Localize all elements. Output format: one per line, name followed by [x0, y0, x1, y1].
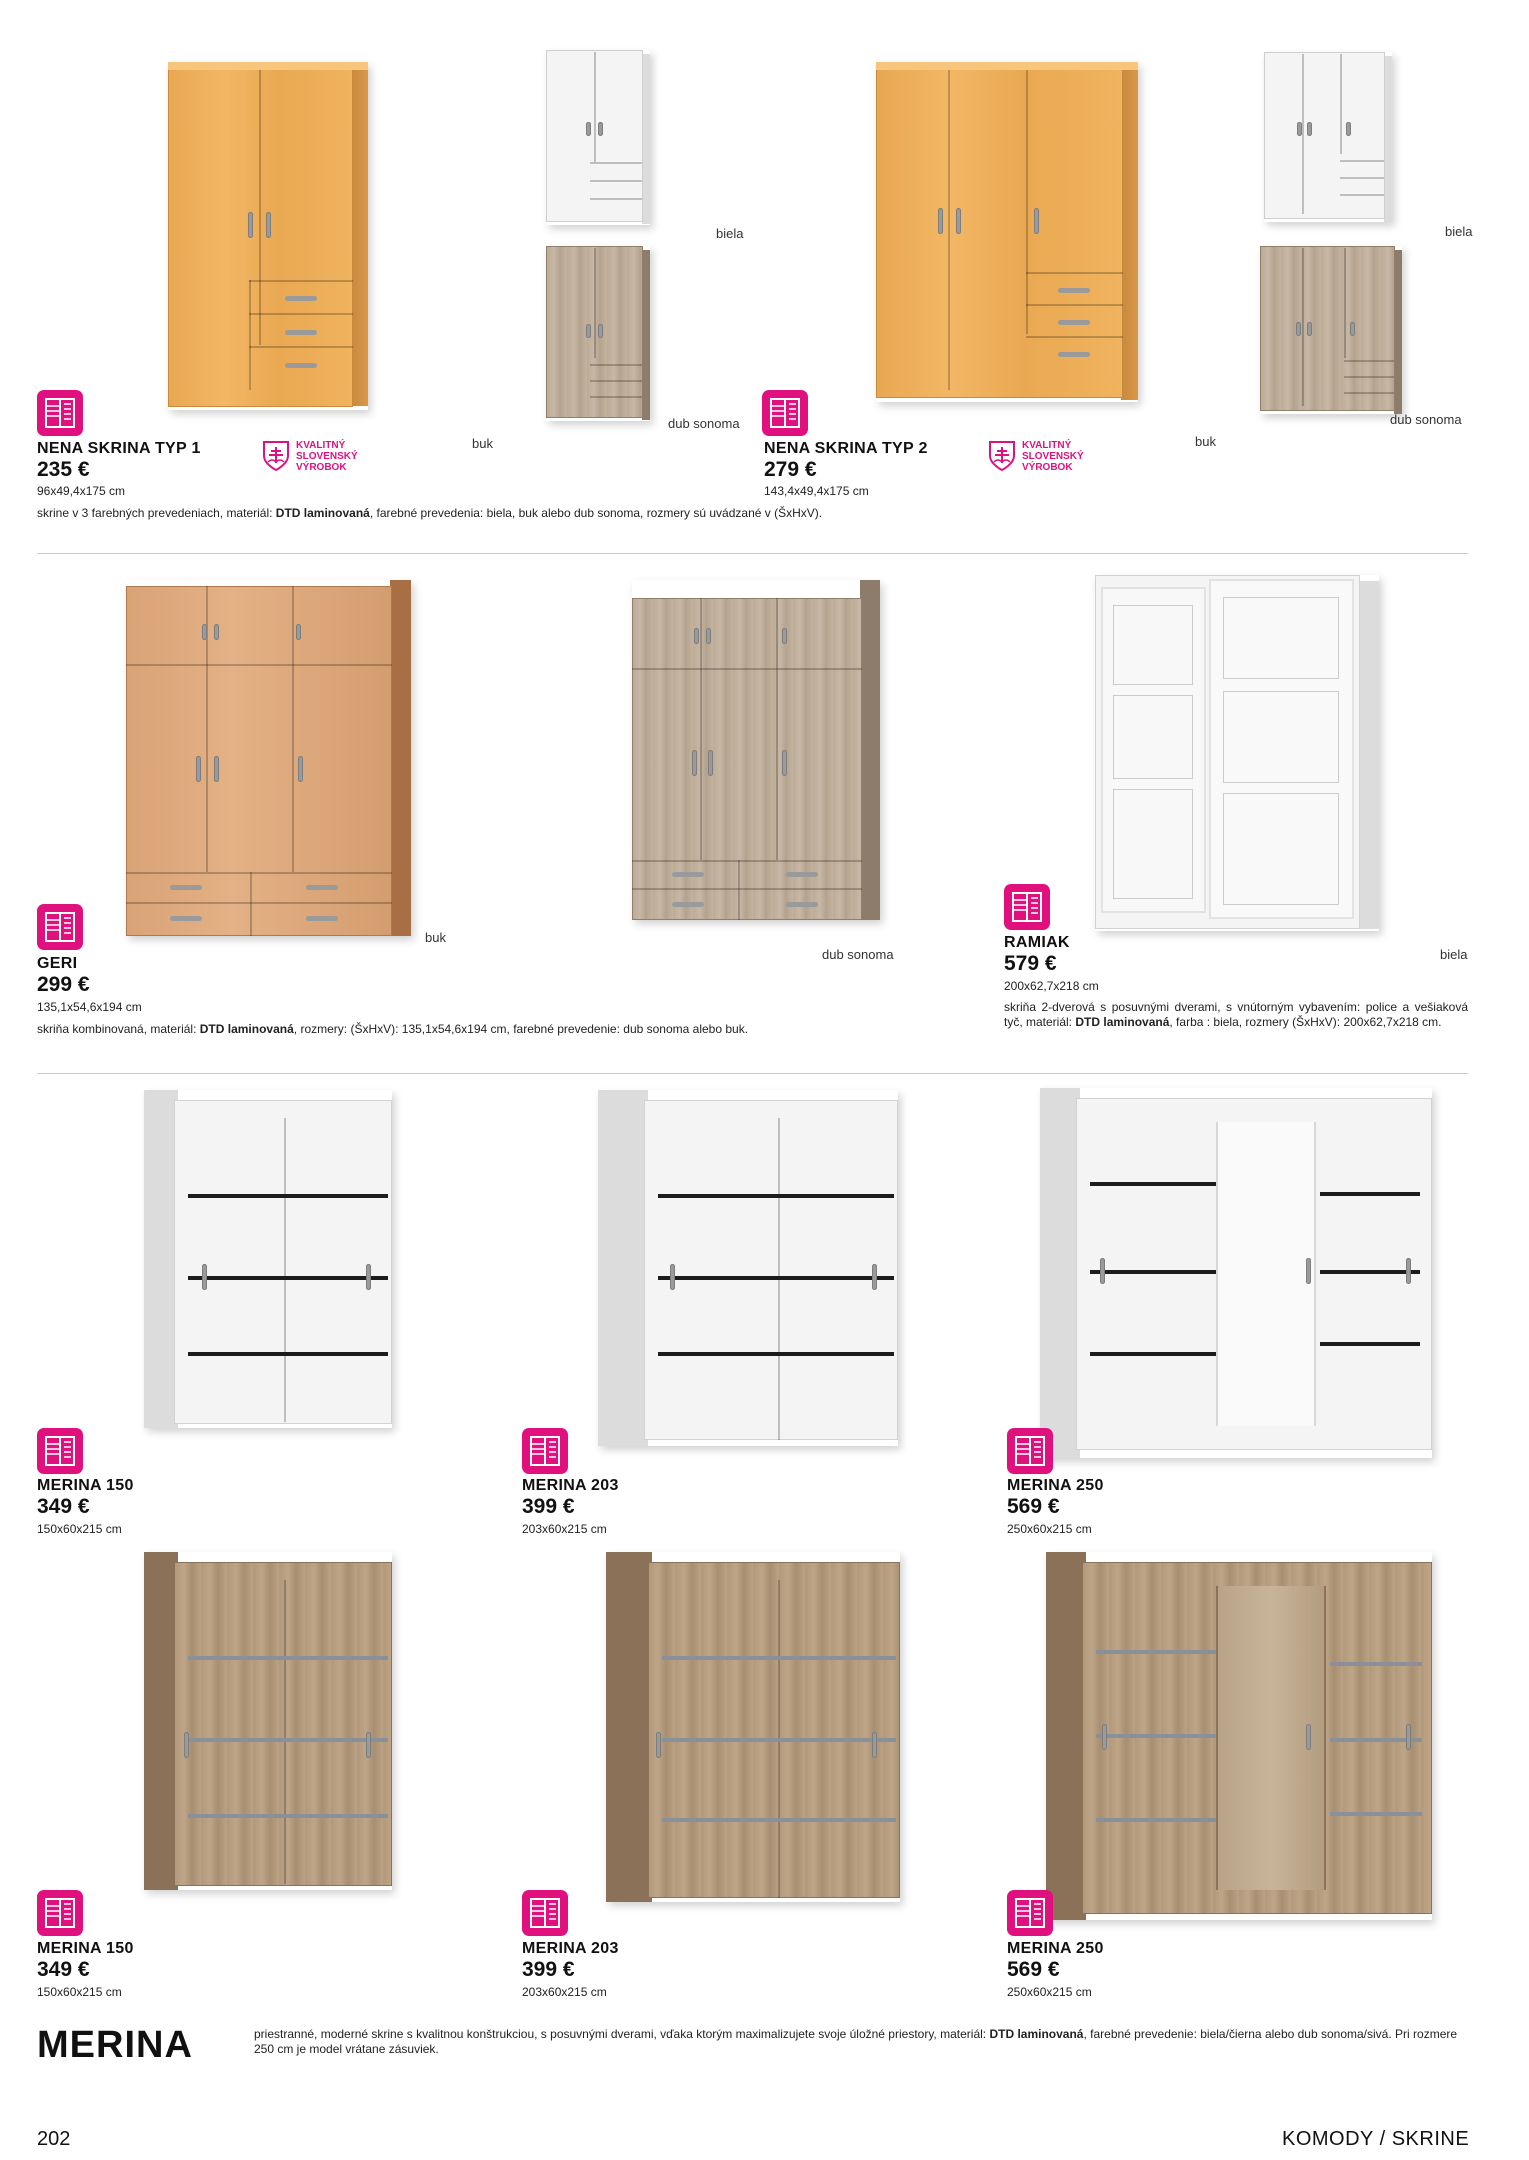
merina-250-white-image [1040, 1088, 1432, 1458]
product-name: MERINA 150 [37, 1940, 134, 1957]
quality-badge [988, 436, 1108, 476]
desc-text: , farba : biela, rozmery (ŠxHxV): 200x62,7x218 cm. [1169, 1015, 1442, 1029]
nena-typ2-sonoma-image [1260, 246, 1402, 414]
product-price: 299 € [37, 973, 90, 996]
product-price: 235 € [37, 458, 90, 481]
slovak-quality-shield-icon [988, 440, 1016, 472]
color-label-buk: buk [472, 436, 493, 451]
slovak-quality-shield-icon [262, 440, 290, 472]
product-name: NENA SKRINA TYP 2 [764, 440, 928, 457]
wardrobe-icon [1004, 884, 1050, 930]
section1-description [37, 506, 1457, 521]
product-dimensions: 203x60x215 cm [522, 1522, 607, 1536]
product-name: MERINA 203 [522, 1940, 619, 1957]
quality-badge [262, 436, 382, 476]
wardrobe-icon [1007, 1428, 1053, 1474]
product-dimensions: 96x49,4x175 cm [37, 484, 126, 498]
product-price: 569 € [1007, 1495, 1060, 1518]
product-dimensions: 150x60x215 cm [37, 1522, 122, 1536]
desc-text: , farebné prevedenia: biela, buk alebo dub sonoma, rozmery sú uvádzané v (ŠxHxV). [369, 506, 823, 520]
wardrobe-icon [522, 1428, 568, 1474]
color-label-buk: buk [425, 930, 446, 945]
wardrobe-icon [762, 390, 808, 436]
product-price: 399 € [522, 1495, 575, 1518]
product-name: NENA SKRINA TYP 1 [37, 440, 201, 457]
product-price: 399 € [522, 1958, 575, 1981]
product-price: 279 € [764, 458, 817, 481]
product-name: MERINA 250 [1007, 1477, 1104, 1494]
desc-material: DTD laminovaná [989, 2027, 1084, 2041]
product-dimensions: 203x60x215 cm [522, 1985, 607, 1999]
color-label-biela: biela [716, 226, 744, 241]
badge-line-1: KVALITNÝ [296, 440, 346, 451]
badge-line-2: SLOVENSKÝ [1022, 451, 1084, 462]
merina-heading: MERINA [37, 2024, 193, 2066]
section-divider [37, 1073, 1468, 1074]
badge-line-3: VÝROBOK [1022, 462, 1073, 473]
wardrobe-icon [37, 1890, 83, 1936]
nena-typ2-buk-image [876, 62, 1138, 402]
product-dimensions: 150x60x215 cm [37, 1985, 122, 1999]
color-label-dub-sonoma: dub sonoma [668, 416, 740, 431]
nena-typ2-biela-image [1264, 52, 1392, 222]
merina-150-white-image [144, 1090, 392, 1428]
color-label-dub-sonoma: dub sonoma [822, 947, 894, 962]
merina-203-oak-image [606, 1552, 900, 1902]
product-price: 349 € [37, 1495, 90, 1518]
wardrobe-icon [37, 904, 83, 950]
merina-250-oak-image [1046, 1552, 1432, 1920]
wardrobe-icon [37, 390, 83, 436]
product-price: 569 € [1007, 1958, 1060, 1981]
product-name: MERINA 150 [37, 1477, 134, 1494]
nena-typ1-buk-image [168, 62, 368, 410]
nena-typ1-sonoma-image [546, 246, 650, 421]
desc-text: skriňa 2-dverová s posuvnými dverami, s vnútorným vybavením: police a vešiaková tyč, materiál: [1004, 1000, 1468, 1029]
merina-description [254, 2027, 1468, 2057]
ramiak-biela-image [1095, 575, 1379, 931]
desc-material: DTD laminovaná [1075, 1015, 1170, 1029]
product-name: MERINA 203 [522, 1477, 619, 1494]
geri-sonoma-image [632, 580, 880, 920]
product-dimensions: 250x60x215 cm [1007, 1985, 1092, 1999]
color-label-biela: biela [1440, 947, 1468, 962]
section-divider [37, 553, 1468, 554]
geri-description [37, 1022, 937, 1037]
desc-text: , rozmery: (ŠxHxV): 135,1x54,6x194 cm, farebné prevedenie: dub sonoma alebo buk. [293, 1022, 749, 1036]
wardrobe-icon [522, 1890, 568, 1936]
desc-material: DTD laminovaná [275, 506, 370, 520]
product-price: 349 € [37, 1958, 90, 1981]
product-name: RAMIAK [1004, 934, 1070, 951]
product-dimensions: 143,4x49,4x175 cm [764, 484, 869, 498]
wardrobe-icon [1007, 1890, 1053, 1936]
color-label-buk: buk [1195, 434, 1216, 449]
ramiak-description [1004, 1000, 1468, 1030]
color-label-biela: biela [1445, 224, 1473, 239]
desc-text: skrine v 3 farebných prevedeniach, materiál: [37, 506, 276, 520]
badge-line-3: VÝROBOK [296, 462, 347, 473]
color-label-dub-sonoma: dub sonoma [1390, 412, 1462, 427]
product-dimensions: 200x62,7x218 cm [1004, 979, 1099, 993]
desc-material: DTD laminovaná [199, 1022, 294, 1036]
desc-text: priestranné, moderné skrine s kvalitnou konštrukciou, s posuvnými dverami, vďaka ktorým maximalizujete svoje úložné priestory, materiál: [254, 2027, 990, 2041]
badge-line-1: KVALITNÝ [1022, 440, 1072, 451]
desc-text: , farebné prevedenie: biela/čierna alebo dub sonoma/sivá. Pri rozmere 250 cm je model vrátane zásuviek. [254, 2027, 1458, 2056]
page-number: 202 [37, 2128, 71, 2150]
geri-buk-image [126, 580, 411, 936]
category-title: KOMODY / SKRINE [1282, 2128, 1470, 2150]
nena-typ1-biela-image [546, 50, 650, 225]
product-name: GERI [37, 955, 78, 972]
wardrobe-icon [37, 1428, 83, 1474]
product-dimensions: 250x60x215 cm [1007, 1522, 1092, 1536]
merina-150-oak-image [144, 1552, 392, 1890]
desc-text: skriňa kombinovaná, materiál: [37, 1022, 200, 1036]
merina-203-white-image [598, 1090, 898, 1446]
product-dimensions: 135,1x54,6x194 cm [37, 1000, 142, 1014]
badge-line-2: SLOVENSKÝ [296, 451, 358, 462]
product-name: MERINA 250 [1007, 1940, 1104, 1957]
product-price: 579 € [1004, 952, 1057, 975]
